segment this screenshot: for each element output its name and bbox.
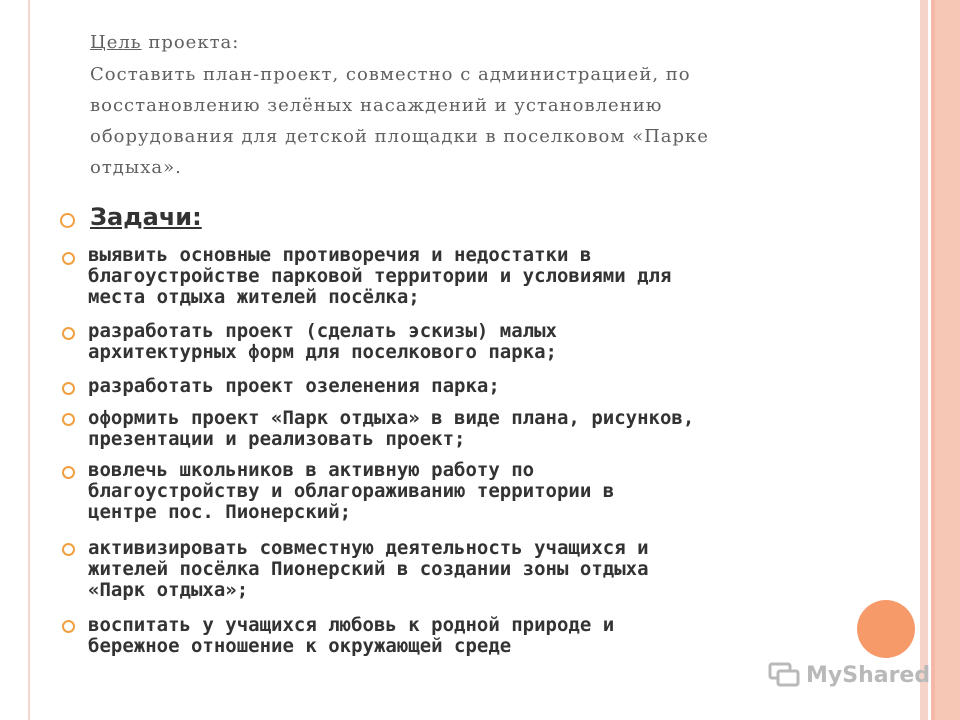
bullet-icon xyxy=(62,466,75,479)
title-heading xyxy=(90,26,890,59)
right-decor-band xyxy=(935,0,960,720)
task-item xyxy=(88,408,868,450)
task-line: активизировать совместную деятельность учащихся и xyxy=(88,537,649,559)
decorative-circle xyxy=(857,600,915,658)
watermark xyxy=(768,660,930,690)
goal-line: Составить план-проект, совместно с администрацией, по xyxy=(90,64,691,85)
bullet-icon xyxy=(62,543,75,556)
bullet-icon xyxy=(62,327,75,340)
goal-line: восстановлению зелёных насаждений и установлению xyxy=(90,95,663,116)
tasks-heading: Задачи: xyxy=(90,203,202,231)
task-line: вовлечь школьников в активную работу по xyxy=(88,459,535,481)
task-item xyxy=(88,460,868,523)
watermark-text: MyShared xyxy=(806,662,931,688)
task-line: «Парк отдыха»; xyxy=(88,579,249,601)
myshared-logo-icon xyxy=(768,661,800,689)
task-line: выявить основные противоречия и недостатки в xyxy=(88,244,592,266)
right-decor-band xyxy=(920,0,928,720)
task-line: воспитать у учащихся любовь к родной природе и xyxy=(88,614,615,636)
task-item xyxy=(88,245,868,308)
task-item xyxy=(88,376,868,397)
goal-line: отдыха». xyxy=(90,157,182,178)
task-line: благоустройству и облагораживанию территории в xyxy=(88,480,615,502)
task-line: благоустройстве парковой территории и условиями для xyxy=(88,265,672,287)
task-item xyxy=(88,321,868,363)
bullet-icon xyxy=(62,252,75,265)
title-rest: проекта: xyxy=(141,32,240,53)
goal-line: оборудования для детской площадки в поселковом «Парке xyxy=(90,126,709,147)
task-line: бережное отношение к окружающей среде xyxy=(88,635,512,657)
task-line: презентации и реализовать проект; xyxy=(88,428,466,450)
slide-title xyxy=(90,26,890,183)
task-line: разработать проект озеленения парка; xyxy=(88,375,500,397)
task-line: места отдыха жителей посёлка; xyxy=(88,286,420,308)
task-line: архитектурных форм для поселкового парка; xyxy=(88,341,557,363)
bullet-icon xyxy=(62,620,75,633)
task-item xyxy=(88,538,868,601)
task-line: жителей посёлка Пионерский в создании зоны отдыха xyxy=(88,558,649,580)
task-item xyxy=(88,615,868,657)
task-line: центре пос. Пионерский; xyxy=(88,501,352,523)
bullet-icon xyxy=(60,213,75,228)
left-divider-line xyxy=(28,0,30,720)
task-line: разработать проект (сделать эскизы) малых xyxy=(88,320,557,342)
bullet-icon xyxy=(62,382,75,395)
task-line: оформить проект «Парк отдыха» в виде плана, рисунков, xyxy=(88,407,695,429)
title-label: Цель xyxy=(90,32,142,53)
bullet-icon xyxy=(62,413,75,426)
